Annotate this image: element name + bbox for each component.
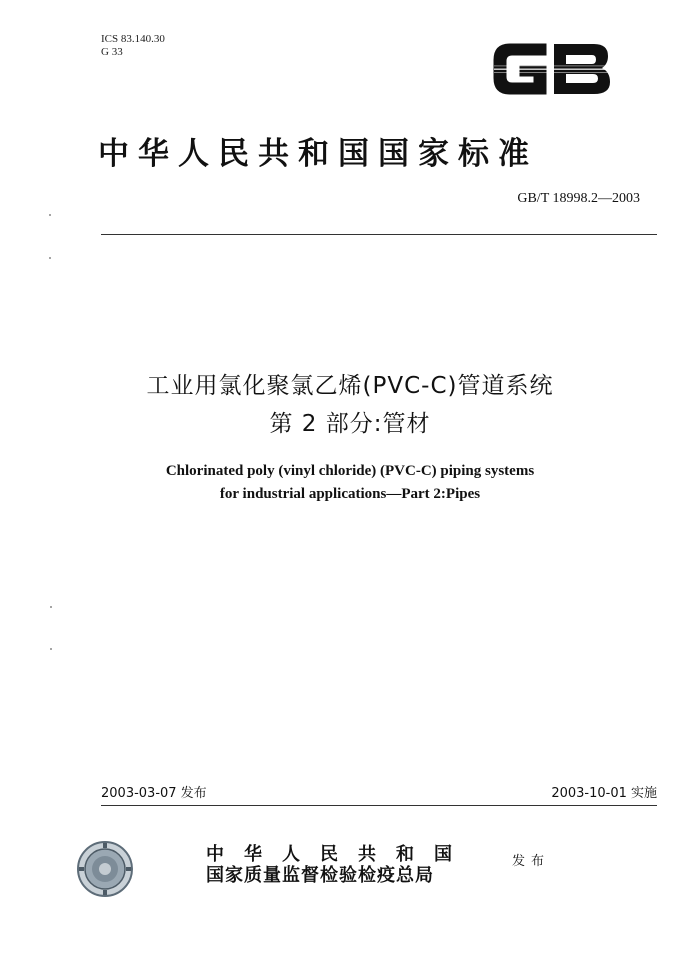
chinese-title-line-1: 工业用氯化聚氯乙烯(PVC-C)管道系统 [146, 373, 554, 399]
scan-speck [50, 648, 52, 650]
issuer-line-1: 中华人民共和国 [206, 844, 472, 865]
english-title-line-2: for industrial applications—Part 2:Pipes [219, 486, 481, 502]
issuer-line-2: 国家质量监督检验检疫总局 [206, 865, 434, 886]
seal-icon [76, 840, 134, 898]
ccs-code: G 33 [101, 46, 123, 58]
ics-code: ICS 83.140.30 [101, 33, 165, 45]
scan-speck [50, 606, 52, 608]
issue-date: 2003-03-07 发布 [101, 786, 207, 801]
scan-speck [49, 257, 51, 259]
publish-label: 发布 [512, 854, 551, 869]
top-divider [101, 234, 657, 235]
scan-speck [49, 214, 51, 216]
bottom-divider [101, 805, 657, 806]
gb-logo [490, 38, 614, 100]
standard-code: GB/T 18998.2—2003 [517, 191, 640, 206]
classification-codes [101, 33, 165, 59]
chinese-title-line-2: 第 2 部分:管材 [269, 411, 431, 437]
standard-title: 中华人民共和国国家标准 [98, 136, 538, 172]
english-title-line-1: Chlorinated poly (vinyl chloride) (PVC-C) piping systems [165, 463, 535, 479]
implementation-date: 2003-10-01 实施 [551, 786, 657, 801]
